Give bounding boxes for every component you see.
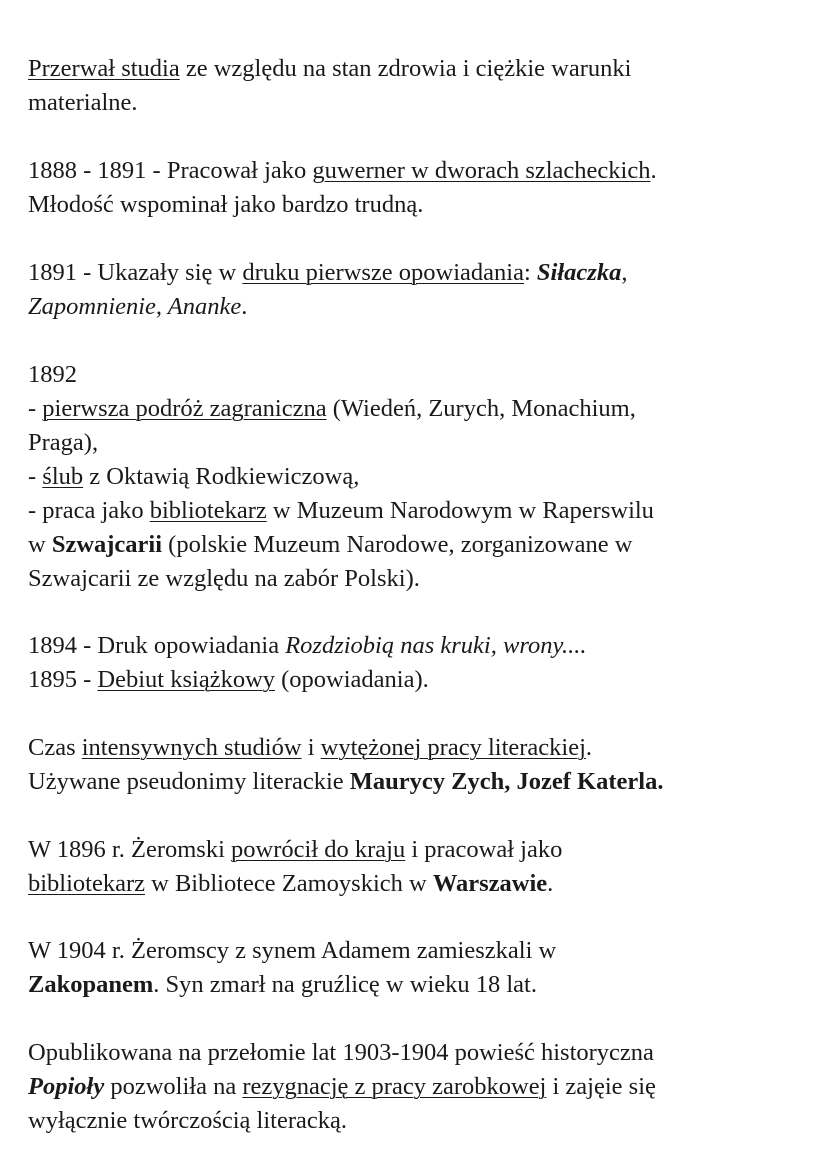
- paragraph-pseudonyms: [28, 731, 818, 799]
- bold-text: Maurycy Zych, Jozef Katerla.: [349, 768, 664, 795]
- underlined-text: wytężonej pracy literackiej: [320, 734, 586, 761]
- text-run: Używane pseudonimy literackie: [28, 768, 350, 795]
- text-line: [28, 392, 818, 426]
- text-run: :: [523, 259, 537, 286]
- text-line: [28, 833, 818, 867]
- text-run: Opublikowana na przełomie lat 1903-1904 powieść historyczna: [28, 1039, 654, 1066]
- text-line: [28, 765, 818, 799]
- text-line: [28, 1104, 818, 1138]
- text-run: i pracował jako: [405, 836, 563, 863]
- paragraph-zakopane: [28, 934, 818, 1002]
- text-run: w Muzeum Narodowym w Raperswilu: [266, 497, 654, 524]
- paragraph-debut: [28, 629, 818, 697]
- paragraph-first-stories: [28, 256, 818, 324]
- text-run: (opowiadania).: [275, 666, 429, 693]
- text-run: .: [241, 293, 248, 320]
- text-line: [28, 154, 818, 188]
- text-run: 1892: [28, 361, 77, 388]
- text-line: [28, 52, 818, 86]
- text-run: w: [28, 531, 52, 558]
- text-line: [28, 934, 818, 968]
- bold-italic-text: Popioły: [28, 1073, 105, 1100]
- text-run: Praga),: [28, 429, 99, 456]
- bold-italic-text: Siłaczka: [536, 259, 622, 286]
- bold-text: Warszawie: [432, 870, 548, 897]
- text-line: [28, 731, 818, 765]
- underlined-text: Przerwał studia: [28, 55, 180, 82]
- underlined-text: druku pierwsze opowiadania: [242, 259, 524, 286]
- bold-text: Zakopanem: [28, 971, 154, 998]
- underlined-text: ślub: [42, 463, 84, 490]
- paragraph-popioly: [28, 1036, 818, 1138]
- text-line: [28, 1070, 818, 1104]
- text-run: W 1904 r. Żeromscy z synem Adamem zamieszkali w: [28, 937, 557, 964]
- text-line: [28, 256, 818, 290]
- text-run: Czas: [28, 734, 82, 761]
- paragraph-warsaw: [28, 833, 818, 901]
- text-run: (Wiedeń, Zurych, Monachium,: [326, 395, 636, 422]
- text-line: [28, 867, 818, 901]
- text-line: [28, 494, 818, 528]
- text-run: 1894 - Druk opowiadania: [28, 632, 286, 659]
- text-run: (polskie Muzeum Narodowe, zorganizowane w: [162, 531, 633, 558]
- text-run: z Oktawią Rodkiewiczową,: [83, 463, 360, 490]
- text-run: W 1896 r. Żeromski: [28, 836, 232, 863]
- text-run: -: [28, 463, 43, 490]
- bold-text: Szwajcarii: [51, 531, 163, 558]
- text-run: 1891 - Ukazały się w: [28, 259, 243, 286]
- text-line: [28, 86, 818, 120]
- text-line: [28, 1036, 818, 1070]
- text-run: .: [547, 870, 554, 897]
- paragraph-year-1892: [28, 358, 818, 596]
- text-line: [28, 426, 818, 460]
- text-run: .: [585, 734, 593, 761]
- text-line: [28, 663, 818, 697]
- text-run: . Syn zmarł na gruźlicę w wieku 18 lat.: [153, 971, 537, 998]
- italic-text: Zapomnienie, Ananke: [28, 293, 242, 320]
- underlined-text: guwerner w dworach szlacheckich: [312, 157, 651, 184]
- text-line: [28, 358, 818, 392]
- text-run: materialne.: [28, 89, 138, 116]
- text-line: [28, 460, 818, 494]
- text-run: pozwoliła na: [104, 1073, 243, 1100]
- text-run: i: [301, 734, 321, 761]
- underlined-text: intensywnych studiów: [81, 734, 302, 761]
- underlined-text: powrócił do kraju: [231, 836, 406, 863]
- text-run: .: [650, 157, 657, 184]
- text-run: ze względu na stan zdrowia i ciężkie warunki: [179, 55, 632, 82]
- paragraph-studies: [28, 52, 818, 120]
- text-run: wyłącznie twórczością literacką.: [28, 1107, 348, 1134]
- text-line: [28, 968, 818, 1002]
- text-line: [28, 290, 818, 324]
- text-run: 1888 - 1891 - Pracował jako: [28, 157, 313, 184]
- text-line: [28, 562, 818, 596]
- text-run: Młodość wspominał jako bardzo trudną.: [28, 191, 424, 218]
- underlined-text: Debiut książkowy: [97, 666, 276, 693]
- text-line: [28, 629, 818, 663]
- text-line: [28, 188, 818, 222]
- text-run: ,: [621, 259, 628, 286]
- underlined-text: bibliotekarz: [149, 497, 267, 524]
- text-run: 1895 -: [28, 666, 98, 693]
- text-run: -: [28, 395, 43, 422]
- underlined-text: rezygnację z pracy zarobkowej: [242, 1073, 547, 1100]
- text-line: [28, 528, 818, 562]
- text-run: i zajęie się: [546, 1073, 656, 1100]
- paragraph-tutor: [28, 154, 818, 222]
- text-run: Szwajcarii ze względu na zabór Polski).: [28, 565, 420, 592]
- underlined-text: pierwsza podróż zagraniczna: [42, 395, 327, 422]
- text-run: w Bibliotece Zamoyskich w: [145, 870, 433, 897]
- underlined-text: bibliotekarz: [28, 870, 146, 897]
- italic-text: Rozdziobią nas kruki, wrony....: [285, 632, 587, 659]
- text-run: - praca jako: [28, 497, 150, 524]
